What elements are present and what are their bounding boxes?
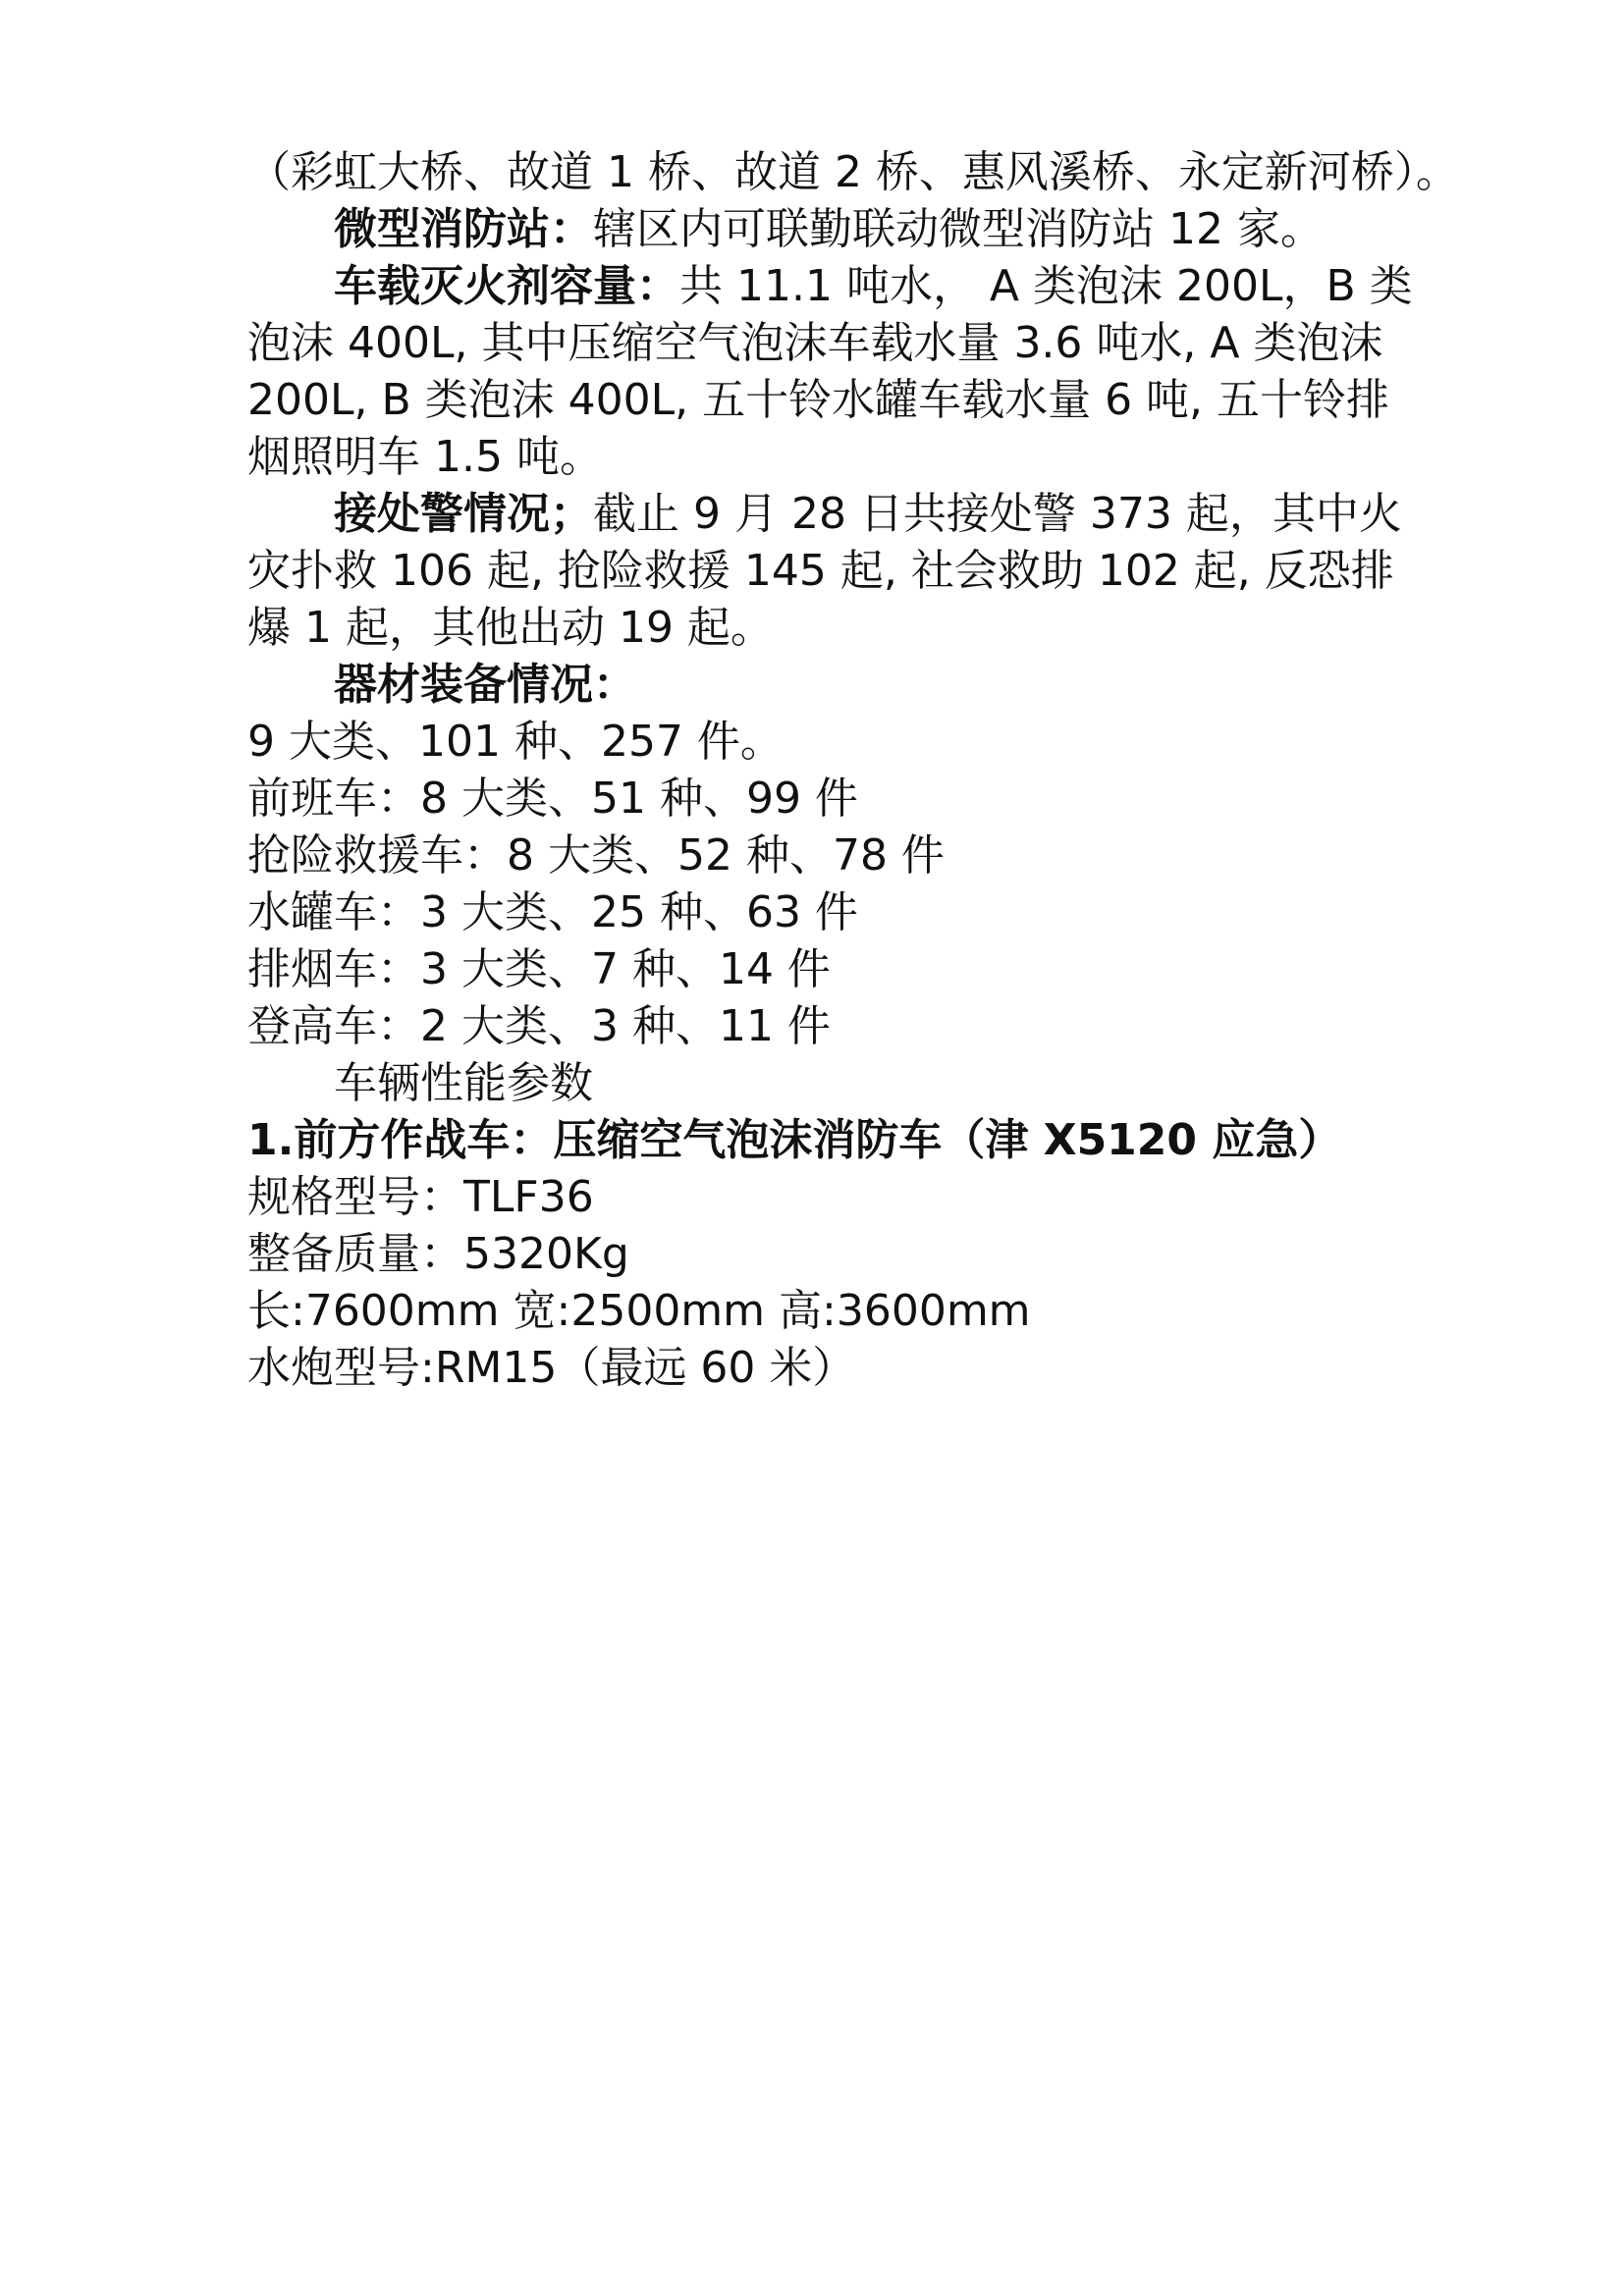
vehicle-heading xyxy=(247,1111,1406,1170)
text: 排烟车：3 大类、7 种、14 件 xyxy=(247,944,831,994)
text: 9 大类、101 种、257 件。 xyxy=(247,717,784,767)
paragraph-line xyxy=(247,599,1406,658)
section-label: 微型消防站： xyxy=(334,204,593,254)
text: 登高车：2 大类、3 种、11 件 xyxy=(247,1001,831,1051)
text: 整备质量：5320Kg xyxy=(247,1229,629,1279)
text: 前班车：8 大类、51 种、99 件 xyxy=(247,774,858,824)
equipment-item xyxy=(247,770,1406,828)
section-heading-equipment xyxy=(334,656,1492,715)
paragraph-alarm-handling xyxy=(334,485,1492,544)
equipment-item xyxy=(247,827,1406,885)
text: 规格型号：TLF36 xyxy=(247,1172,594,1222)
paragraph-micro-fire-station xyxy=(334,200,1492,259)
text: 水罐车：3 大类、25 种、63 件 xyxy=(247,887,858,937)
text: 车辆性能参数 xyxy=(334,1058,593,1108)
text: （彩虹大桥、故道 1 桥、故道 2 桥、惠风溪桥、永定新河桥）。 xyxy=(247,147,1459,197)
paragraph-line xyxy=(247,314,1406,373)
paragraph-line xyxy=(247,428,1406,487)
text: 抢险救援车：8 大类、52 种、78 件 xyxy=(247,830,945,881)
paragraph-line xyxy=(247,371,1406,430)
equipment-item xyxy=(247,940,1406,999)
text: 截止 9 月 28 日共接处警 373 起，其中火 xyxy=(593,489,1402,539)
text: 水炮型号:RM15（最远 60 米） xyxy=(247,1343,856,1393)
equipment-total xyxy=(247,713,1406,772)
vehicle-spec xyxy=(247,1168,1406,1227)
text: 200L, B 类泡沫 400L, 五十铃水罐车载水量 6 吨, 五十铃排 xyxy=(247,375,1390,425)
equipment-item xyxy=(247,883,1406,942)
text: 烟照明车 1.5 吨。 xyxy=(247,432,603,482)
section-heading-vehicle-params xyxy=(334,1054,1492,1113)
equipment-item xyxy=(247,997,1406,1056)
paragraph-agent-capacity xyxy=(334,257,1492,316)
paragraph-bridges xyxy=(247,143,1459,202)
section-label: 接处警情况； xyxy=(334,489,593,539)
section-label: 车载灭火剂容量： xyxy=(334,261,679,311)
paragraph-line xyxy=(247,542,1406,601)
vehicle-spec xyxy=(247,1225,1406,1284)
text: 长:7600mm 宽:2500mm 高:3600mm xyxy=(247,1286,1031,1336)
text: 共 11.1 吨水， A 类泡沫 200L，B 类 xyxy=(679,261,1413,311)
text: 辖区内可联勤联动微型消防站 12 家。 xyxy=(593,204,1324,254)
text: 爆 1 起，其他出动 19 起。 xyxy=(247,603,774,653)
section-label: 器材装备情况： xyxy=(334,660,636,710)
text: 灾扑救 106 起, 抢险救援 145 起, 社会救助 102 起, 反恐排 xyxy=(247,546,1394,596)
text: 1.前方作战车：压缩空气泡沫消防车（津 X5120 应急） xyxy=(247,1115,1342,1165)
text: 泡沫 400L, 其中压缩空气泡沫车载水量 3.6 吨水, A 类泡沫 xyxy=(247,318,1383,368)
vehicle-spec xyxy=(247,1282,1406,1341)
vehicle-spec xyxy=(247,1339,1406,1398)
